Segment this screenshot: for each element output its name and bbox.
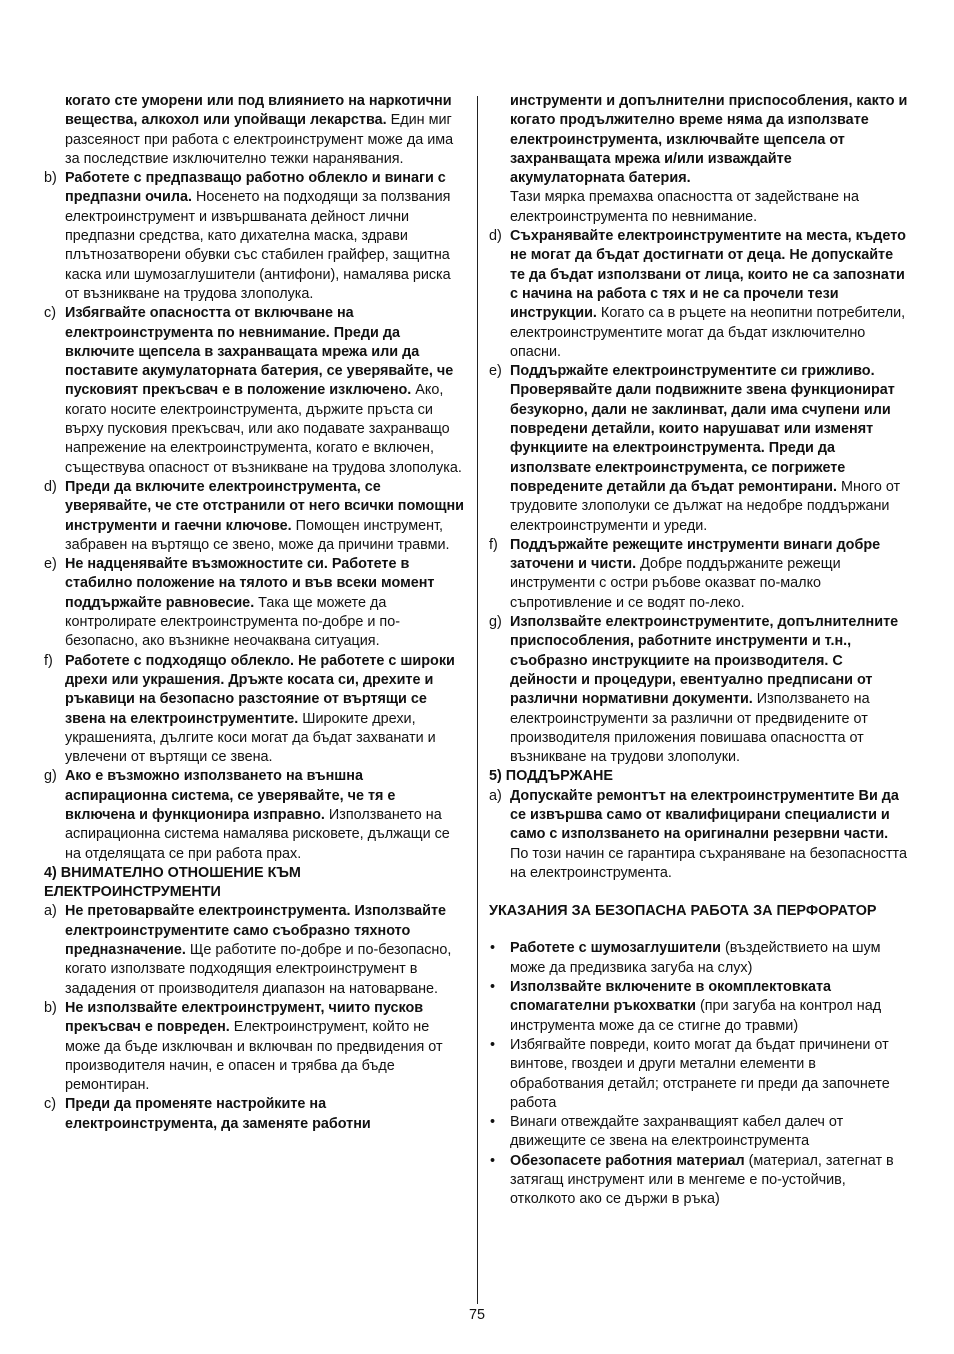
list-item-label: • <box>490 940 496 957</box>
list-item <box>44 478 465 555</box>
right-list-1 <box>489 227 910 767</box>
bold-text: Избягвайте опасността от включване на електроинструмента по невнимание. Преди да включите щепсела в захранващата мрежа или да поставите акумулаторната батерия, се уверявайте, че пусковият прекъсвач е в положение изключено. <box>65 305 454 399</box>
body-text: (въздействието на шум може да предизвика загуба на слух) <box>510 940 881 976</box>
list-item <box>44 555 465 651</box>
list-item-label: e) <box>489 363 502 380</box>
list-item <box>489 939 910 978</box>
bold-text: инструменти и допълнителни приспособления, както и когато продължително време няма да използвате електроинструмента, изключвайте щепсела от захранващата мрежа и/или изваждайте акумулаторната батерия. <box>510 93 908 187</box>
list-item <box>489 1036 910 1113</box>
bold-text: Използвайте електроинструментите, допълнителните приспособления, работните инструменти и т.н., съобразно инструкциите на производителя. С дейности и процедури, евентуално предписани от различни нормативни документи. <box>510 614 899 708</box>
body-text: Широките дрехи, украшенията, дългите коси могат да бъдат захванати и увлечени от въртящи се звена. <box>65 710 436 766</box>
body-text: Избягвайте повреди, които могат да бъдат причинени от винтове, гвоздеи и други метални елементи в обработвания детайл; отстранете ги преди да започнете работа <box>510 1036 890 1111</box>
body-text: (материал, затегнат в затягащ инструмент или в менгеме е по-устойчив, отколкото ако се държи в ръка) <box>510 1152 894 1208</box>
list-item <box>489 978 910 1036</box>
list-item <box>44 767 465 863</box>
bold-text: Не използвайте електроинструмент, чиито пусков прекъсвач е повреден. <box>65 999 424 1036</box>
list-item <box>489 613 910 767</box>
bold-text: Преди да променяте настройките на електроинструмента, да заменяте работни <box>65 1096 371 1132</box>
list-item-label: b) <box>44 999 57 1016</box>
left-column <box>44 92 465 1134</box>
bold-text: Съхранявайте електроинструментите на места, където не могат да бъдат достигнати от деца. Не допускайте те да бъдат използвани от лица, които не са запознати с начина на работа с тях и не са прочели тези инструкции. <box>510 228 906 322</box>
list-item-label: • <box>490 1152 496 1169</box>
bold-text: Работете с шумозаглушители <box>510 940 721 957</box>
list-item-label: g) <box>44 768 57 785</box>
list-item-label: g) <box>489 614 502 631</box>
bold-text: Работете с предпазващо работно облекло и винаги с предпазни очила. <box>65 170 446 206</box>
list-item <box>489 1152 910 1210</box>
body-text: Тази мярка премахва опасността от задействане на електроинструмента по невнимание. <box>510 189 859 225</box>
list-item-label: c) <box>44 305 56 322</box>
list-item-label: a) <box>489 787 502 804</box>
body-text: Когато са в ръцете на неопитни потребители, електроинструментите могат да бъдат изключително опасни. <box>510 305 906 360</box>
body-text: Много от трудовите злополуки се дължат на недобре поддържани електроинструменти и уреди. <box>510 478 901 534</box>
list-item <box>489 787 910 883</box>
intro-paragraph <box>44 92 465 169</box>
body-text: Ще работите по-добре и по-безопасно, когато използвате подходящия електроинструмент в зададения от производителя диапазон на натоварване. <box>65 942 452 997</box>
bold-text: когато сте уморени или под влиянието на наркотични вещества, алкохол или упойващи лекарства. <box>65 93 452 129</box>
spacer <box>489 921 910 939</box>
body-text: Помощен инструмент, забравен на въртящо се звено, може да причини травми. <box>65 517 450 553</box>
body-text: (при загуба на контрол над инструмента може да се стигне до травми) <box>510 998 882 1034</box>
left-list-1 <box>44 169 465 864</box>
bold-text: Поддържайте електроинструментите си грижливо. Проверявайте дали подвижните звена функционират безукорно, дали не заклинват, дали има счупени или повредени детайли, които нарушават или изменят функциите на електроинструмента. Преди да използвате електроинструмента, се погрижете повредените детайли да бъдат ремонтирани. <box>510 363 895 495</box>
bold-text: Не надценявайте възможностите си. Работете в стабилно положение на тялото и във всеки момент поддържайте равновесие. <box>65 556 435 611</box>
body-text: Добре поддържаните режещи инструменти с остри ръбове оказват по-малко съпротивление и се водят по-леко. <box>510 556 841 611</box>
list-item-label: a) <box>44 903 57 920</box>
list-item <box>44 999 465 1095</box>
body-text: Носенето на подходящи за ползвания електроинструмент и извършваната дейност лични предпазни средства, като дихателна маска, здрави плътнозатворени обувки със стабилен грайфер, защитна каска или шумозаглушители (антифони), намалява риска от възникване на трудова злополука. <box>65 189 451 302</box>
bold-text: Допускайте ремонтът на електроинструментите Ви да се извършва само от квалифицирани специалисти и само с използването на оригинални резервни части. <box>510 787 899 843</box>
spacer <box>489 883 910 902</box>
list-item-label: c) <box>44 1096 56 1113</box>
body-text: Така ще можете да контролирате електроинструмента по-добре и по-безопасно, ако възникне неочаквана ситуация. <box>65 594 401 650</box>
section-heading-4: 4) ВНИМАТЕЛНО ОТНОШЕНИЕ КЪМ ЕЛЕКТРОИНСТРУМЕНТИ <box>44 864 301 901</box>
list-item-label: d) <box>489 228 502 245</box>
list-item <box>44 169 465 304</box>
list-item-label: f) <box>44 652 53 669</box>
list-item-label: e) <box>44 556 57 573</box>
bold-text: Използвайте включените в окомплектовката спомагателни ръкохватки <box>510 979 832 1015</box>
list-item <box>44 1095 465 1134</box>
page-number: 75 <box>468 1307 485 1323</box>
list-item <box>489 536 910 613</box>
bold-text: Обезопасете работния материал <box>510 1152 745 1169</box>
list-item <box>44 652 465 768</box>
list-item <box>44 304 465 478</box>
body-text: Винаги отвеждайте захранващият кабел далеч от движещите се звена на електроинструмента <box>510 1114 844 1150</box>
left-list-2 <box>44 902 465 1134</box>
right-list-2 <box>489 787 910 883</box>
bold-text: Работете с подходящо облекло. Не работете с широки дрехи или украшения. Дръжте косата си, дрехите и ръкавици на безопасно разстояние от въртящи се звена на електроинструментите. <box>65 652 455 727</box>
list-item <box>44 902 465 998</box>
right-column <box>489 92 910 1210</box>
column-divider <box>477 96 478 1304</box>
list-item <box>489 362 910 536</box>
list-item-label: • <box>490 1114 496 1131</box>
list-item-label: • <box>490 979 496 996</box>
bold-text: Не претоварвайте електроинструмента. Използвайте електроинструментите само съобразно тяхното предназначение. <box>65 903 446 959</box>
body-text: Използването на електроинструменти за различни от предвидените от производителя приложения повишава опасността от възникване на трудови злополуки. <box>510 691 870 766</box>
list-item <box>489 1113 910 1152</box>
list-item-label: b) <box>44 170 57 187</box>
body-text: Един миг разсеяност при работа с електроинструмент може да има за последствие изключително тежки наранявания. <box>65 112 454 167</box>
section-heading-5: 5) ПОДДЪРЖАНЕ <box>489 768 613 785</box>
body-text: По този начин се гарантира съхраняване на безопасността на електроинструмента. <box>510 845 907 881</box>
continuation-paragraph <box>489 92 910 227</box>
safety-heading: УКАЗАНИЯ ЗА БЕЗОПАСНА РАБОТА ЗА ПЕРФОРАТОР <box>489 903 877 920</box>
body-text: Използването на аспирационна система намалява рисковете, дължащи се на отделящата се при работа прах. <box>65 806 450 862</box>
body-text: Електроинструмент, който не може да бъде изключван и включван по предвидения от производителя начин, е опасен и трябва да бъде ремонтиран. <box>65 1019 443 1094</box>
bold-text: Ако е възможно използването на външна аспирационна система, се уверявайте, че тя е включена и функционира изправно. <box>65 768 396 823</box>
list-item-label: f) <box>489 536 498 553</box>
bold-text: Преди да включите електроинструмента, се уверявайте, че сте отстранили от него всички помощни инструменти и гаечни ключове. <box>65 478 465 534</box>
list-item-label: • <box>490 1036 496 1053</box>
body-text: Ако, когато носите електроинструмента, държите пръста си върху пусковия прекъсвач, или ако подавате захранващо напрежение на електроинструмента, когато е включен, съществува опасност от възникване на трудова злополука. <box>65 382 462 476</box>
bold-text: Поддържайте режещите инструменти винаги добре заточени и чисти. <box>510 536 881 573</box>
list-item <box>489 227 910 362</box>
list-item-label: d) <box>44 478 57 495</box>
safety-bullet-list <box>489 939 910 1209</box>
